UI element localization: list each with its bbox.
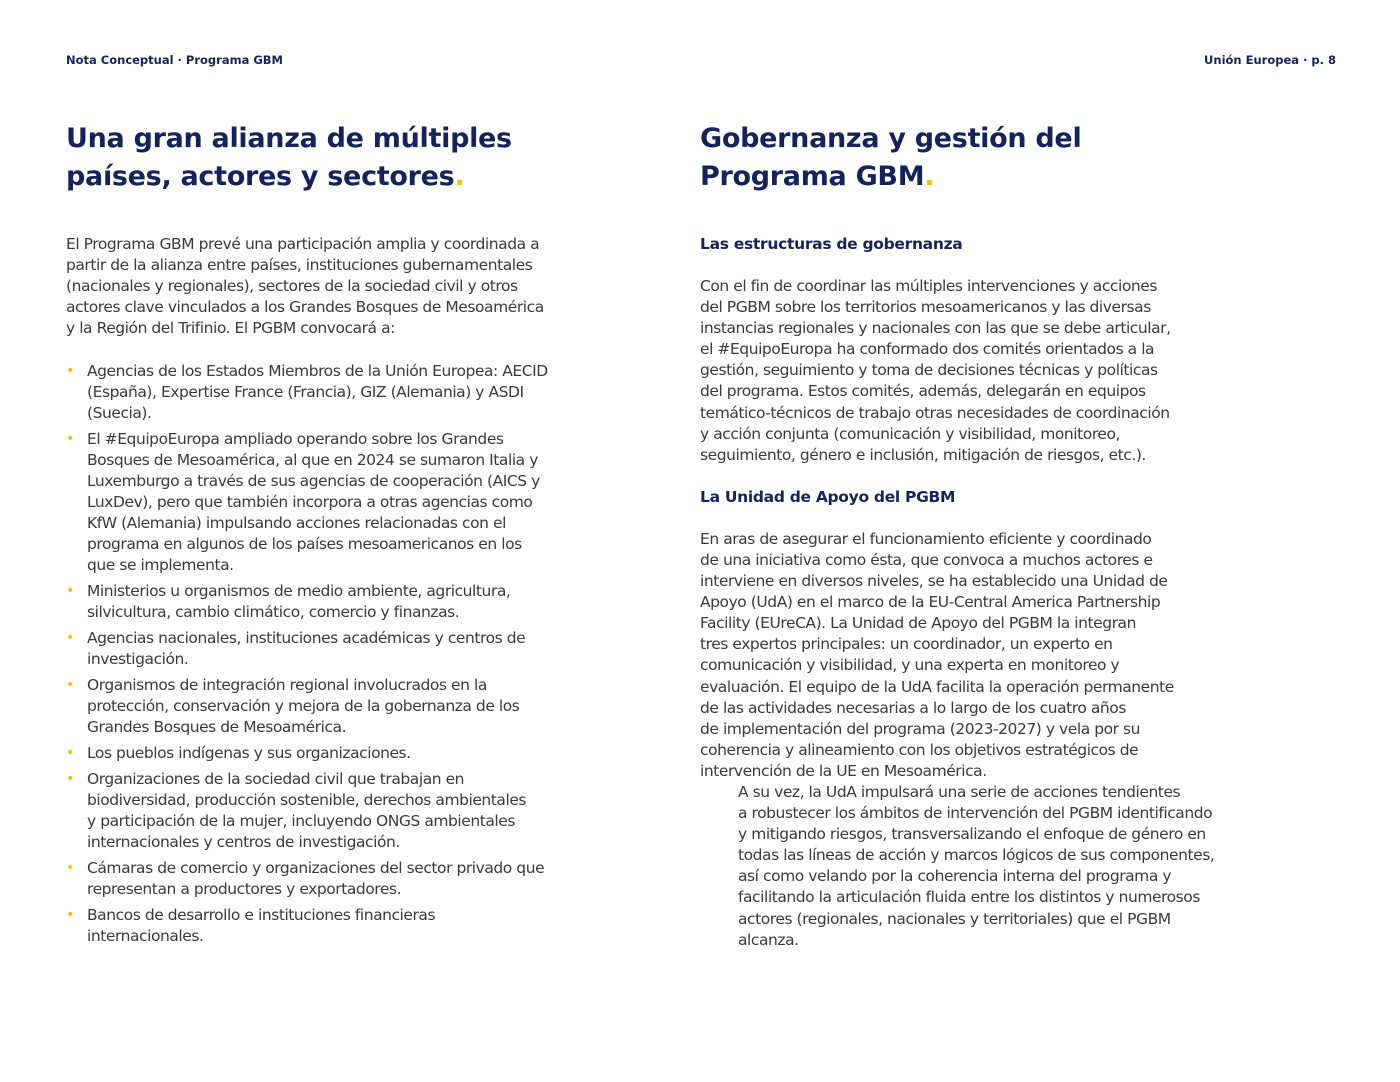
text-line: coherencia y alineamiento con los objetivos estratégicos de bbox=[700, 740, 1139, 759]
title-accent-dot: . bbox=[924, 161, 935, 192]
text-line: del programa. Estos comités, además, delegarán en equipos bbox=[700, 382, 1146, 401]
bullet-marker: • bbox=[66, 907, 74, 923]
bullet-marker: • bbox=[66, 745, 74, 761]
text-line: evaluación. El equipo de la UdA facilita la operación permanente bbox=[700, 677, 1174, 696]
text-line: tres expertos principales: un coordinador, un experto en bbox=[700, 635, 1113, 654]
bullet-item bbox=[66, 769, 606, 853]
bullet-text-line: LuxDev), pero que también incorpora a otras agencias como bbox=[87, 493, 533, 511]
text-line: Apoyo (UdA) en el marco de la EU-Central America Partnership bbox=[700, 593, 1161, 612]
bullet-marker: • bbox=[66, 771, 74, 787]
text-line: intervención de la UE en Mesoamérica. bbox=[700, 761, 987, 780]
text-line: El Programa GBM prevé una participación amplia y coordinada a bbox=[66, 235, 540, 253]
text-line: facilitando la articulación fluida entre los distintos y numerosos bbox=[738, 888, 1200, 907]
running-head-left: Nota Conceptual · Programa GBM bbox=[66, 53, 283, 67]
text-line: de una iniciativa como ésta, que convoca a muchos actores e bbox=[700, 550, 1153, 569]
bullet-text-line: investigación. bbox=[87, 650, 189, 668]
bullet-text-line: Cámaras de comercio y organizaciones del sector privado que bbox=[87, 859, 545, 877]
bullet-marker: • bbox=[66, 431, 74, 447]
bullet-text-line: silvicultura, cambio climático, comercio y finanzas. bbox=[87, 603, 460, 621]
text-line: y mitigando riesgos, transversalizando el enfoque de género en bbox=[738, 825, 1206, 844]
bullet-item bbox=[66, 743, 606, 764]
text-line: así como velando por la coherencia interna del programa y bbox=[738, 867, 1172, 886]
bullet-item bbox=[66, 361, 606, 424]
bullet-text-line: Agencias nacionales, instituciones académicas y centros de bbox=[87, 629, 526, 647]
section-heading-governance: Las estructuras de gobernanza bbox=[700, 235, 963, 253]
bullet-item bbox=[66, 858, 606, 900]
text-line: partir de la alianza entre países, instituciones gubernamentales bbox=[66, 256, 533, 274]
bullet-text-line: Bosques de Mesoamérica, al que en 2024 se sumaron Italia y bbox=[87, 451, 538, 469]
bullet-text-line: Luxemburgo a través de sus agencias de cooperación (AICS y bbox=[87, 472, 540, 490]
left-title bbox=[66, 120, 606, 196]
bullet-marker: • bbox=[66, 363, 74, 379]
text-line: seguimiento, género e inclusión, mitigación de riesgos, etc.). bbox=[700, 445, 1146, 464]
text-line: a robustecer los ámbitos de intervención del PGBM identificando bbox=[738, 804, 1213, 823]
right-title bbox=[700, 120, 1240, 196]
bullet-text-line: internacionales. bbox=[87, 927, 204, 945]
right-title-line: Gobernanza y gestión del bbox=[700, 123, 1082, 154]
left-title-line: Una gran alianza de múltiples bbox=[66, 123, 512, 154]
bullet-item bbox=[66, 628, 606, 670]
bullet-marker: • bbox=[66, 583, 74, 599]
bullet-text-line: Ministerios u organismos de medio ambiente, agricultura, bbox=[87, 582, 511, 600]
text-line: y la Región del Trifinio. El PGBM convocará a: bbox=[66, 319, 395, 337]
left-column bbox=[66, 120, 606, 952]
bullet-text-line: Organismos de integración regional involucrados en la bbox=[87, 676, 487, 694]
title-accent-dot: . bbox=[454, 161, 465, 192]
text-line: actores clave vinculados a los Grandes Bosques de Mesoamérica bbox=[66, 298, 544, 316]
support-unit-paragraph-continued bbox=[700, 782, 1240, 951]
bullet-text-line: Los pueblos indígenas y sus organizaciones. bbox=[87, 744, 411, 762]
bullet-text-line: representan a productores y exportadores. bbox=[87, 880, 402, 898]
left-title-line: países, actores y sectores bbox=[66, 161, 455, 192]
text-line: (nacionales y regionales), sectores de la sociedad civil y otros bbox=[66, 277, 518, 295]
support-unit-paragraph bbox=[700, 529, 1240, 782]
right-column bbox=[700, 120, 1240, 951]
text-line: de las actividades necesarias a lo largo de los cuatro años bbox=[700, 698, 1126, 717]
bullet-item bbox=[66, 429, 606, 576]
text-line: instancias regionales y nacionales con las que se debe articular, bbox=[700, 319, 1171, 338]
text-line: temático-técnicos de trabajo otras necesidades de coordinación bbox=[700, 403, 1170, 422]
text-line: comunicación y visibilidad, y una experta en monitoreo y bbox=[700, 656, 1120, 675]
bullet-text-line: internacionales y centros de investigación. bbox=[87, 833, 400, 851]
bullet-text-line: KfW (Alemania) impulsando acciones relacionadas con el bbox=[87, 514, 506, 532]
bullet-text-line: Grandes Bosques de Mesoamérica. bbox=[87, 718, 347, 736]
bullet-text-line: (España), Expertise France (Francia), GIZ (Alemania) y ASDI bbox=[87, 383, 524, 401]
bullet-item bbox=[66, 675, 606, 738]
participants-bullet-list bbox=[66, 361, 606, 947]
text-line: y acción conjunta (comunicación y visibilidad, monitoreo, bbox=[700, 424, 1121, 443]
bullet-item bbox=[66, 581, 606, 623]
text-line: gestión, seguimiento y toma de decisiones técnicas y políticas bbox=[700, 361, 1158, 380]
text-line: interviene en diversos niveles, se ha establecido una Unidad de bbox=[700, 572, 1168, 591]
section-heading-support-unit: La Unidad de Apoyo del PGBM bbox=[700, 487, 956, 506]
text-line: A su vez, la UdA impulsará una serie de acciones tendientes bbox=[738, 782, 1181, 801]
bullet-text-line: Organizaciones de la sociedad civil que trabajan en bbox=[87, 770, 465, 788]
bullet-text-line: Agencias de los Estados Miembros de la Unión Europea: AECID bbox=[87, 362, 548, 380]
bullet-text-line: biodiversidad, producción sostenible, derechos ambientales bbox=[87, 791, 527, 809]
left-intro-paragraph bbox=[66, 234, 606, 339]
text-line: En aras de asegurar el funcionamiento eficiente y coordinado bbox=[700, 529, 1152, 548]
bullet-text-line: El #EquipoEuropa ampliado operando sobre los Grandes bbox=[87, 430, 504, 448]
right-title-line: Programa GBM bbox=[700, 161, 925, 192]
bullet-text-line: (Suecia). bbox=[87, 404, 152, 422]
text-line: todas las líneas de acción y marcos lógicos de sus componentes, bbox=[738, 846, 1215, 865]
bullet-marker: • bbox=[66, 677, 74, 693]
bullet-marker: • bbox=[66, 630, 74, 646]
bullet-text-line: que se implementa. bbox=[87, 556, 234, 574]
running-head-right: Unión Europea · p. 8 bbox=[1204, 53, 1336, 67]
bullet-text-line: programa en algunos de los países mesoamericanos en los bbox=[87, 535, 522, 553]
text-line: de implementación del programa (2023-2027) y vela por su bbox=[700, 719, 1141, 738]
bullet-text-line: y participación de la mujer, incluyendo ONGS ambientales bbox=[87, 812, 515, 830]
text-line: del PGBM sobre los territorios mesoamericanos y las diversas bbox=[700, 298, 1151, 317]
text-line: el #EquipoEuropa ha conformado dos comités orientados a la bbox=[700, 340, 1155, 359]
bullet-marker: • bbox=[66, 860, 74, 876]
bullet-text-line: protección, conservación y mejora de la gobernanza de los bbox=[87, 697, 520, 715]
bullet-item bbox=[66, 905, 606, 947]
governance-paragraph bbox=[700, 276, 1240, 466]
text-line: Facility (EUreCA). La Unidad de Apoyo del PGBM la integran bbox=[700, 614, 1136, 633]
text-line: alcanza. bbox=[738, 930, 799, 949]
text-line: actores (regionales, nacionales y territoriales) que el PGBM bbox=[738, 909, 1171, 928]
text-line: Con el fin de coordinar las múltiples intervenciones y acciones bbox=[700, 277, 1157, 295]
bullet-text-line: Bancos de desarrollo e instituciones financieras bbox=[87, 906, 436, 924]
